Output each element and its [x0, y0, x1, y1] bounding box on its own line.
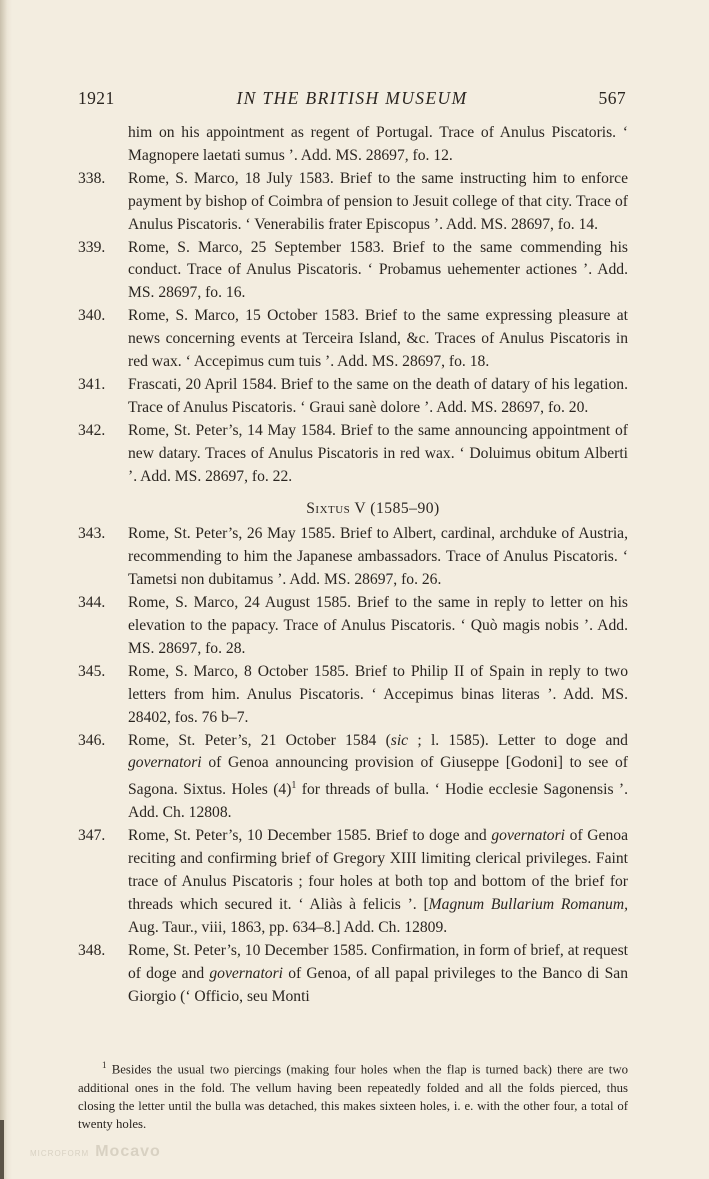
header-title: IN THE BRITISH MUSEUM — [236, 88, 468, 108]
entry-list-sixtus — [78, 523, 628, 729]
entry-number: 343. — [78, 525, 106, 543]
entry-italic-governatori: governatori — [209, 964, 284, 982]
entry-345 — [78, 661, 628, 730]
entry-number: 340. — [78, 307, 106, 325]
running-header — [78, 88, 626, 112]
entry-number: 347. — [78, 827, 106, 845]
footnote-marker: 1 — [102, 1060, 107, 1070]
main-text — [78, 122, 628, 1009]
entry-text: Rome, St. Peter’s, 21 October 1584 ( — [128, 731, 391, 749]
entry-text: Aug. Taur., viii, 1863, pp. 634–8.] Add. Ch. 12809. — [128, 919, 448, 936]
entry-text: Rome, St. Peter’s, 10 December 1585. Brief to doge and — [128, 827, 492, 845]
entry-number: 342. — [78, 421, 106, 439]
continuation-paragraph: him on his appointment as regent of Portugal. Trace of Anulus Piscatoris. ‘ Magnopere laetati sumus ’. Add. MS. 28697, fo. 12. — [128, 124, 628, 164]
entry-text: Rome, St. Peter’s, 10 December 1585. Confirmation, in form of brief, at request of doge and — [128, 941, 628, 982]
entry-text: Rome, S. Marco, 18 July 1583. Brief to the same instructing him to enforce payment by bishop of Coimbra of pension to Jesuit college of that city. Trace of Anulus Piscatoris. ‘ Venerabilis frater Episcopus ’. Add. MS. 28697, fo. 14. — [128, 169, 628, 233]
entry-number: 346. — [78, 731, 106, 749]
entry-text: Frascati, 20 April 1584. Brief to the same on the death of datary of his legation. Trace of Anulus Piscatoris. ‘ Graui sanè dolore ’. Add. MS. 28697, fo. 20. — [128, 375, 628, 416]
entry-text: for threads of bulla. ‘ Hodie ecclesie Sagonensis ’. Add. Ch. 12808. — [128, 781, 628, 822]
entry-text: Rome, S. Marco, 25 September 1583. Brief to the same commending his conduct. Trace of Anulus Piscatoris. ‘ Probamus uehementer actiones ’. Add. MS. 28697, fo. 16. — [128, 238, 628, 302]
entry-346 — [78, 730, 628, 826]
spine-dark-mark — [0, 1120, 4, 1179]
entry-340 — [78, 305, 628, 374]
entry-342 — [78, 420, 628, 489]
entry-348 — [78, 940, 628, 1009]
footnote — [78, 1056, 628, 1134]
entry-number: 341. — [78, 375, 106, 393]
entry-number: 344. — [78, 594, 106, 612]
entry-344 — [78, 592, 628, 661]
entry-338 — [78, 168, 628, 237]
entry-339 — [78, 237, 628, 306]
book-spine-edge — [0, 0, 12, 1179]
entry-number: 338. — [78, 169, 106, 187]
entry-343 — [78, 523, 628, 592]
entry-text: of Genoa, of all papal privileges to the Banco di San Giorgio (‘ Officio, seu Monti — [128, 964, 629, 1005]
header-year: 1921 — [78, 88, 115, 108]
entry-italic-sic: sic — [390, 731, 409, 749]
entry-text: of Genoa announcing provision of Giuseppe [Godoni] to see of Sagona. Sixtus. Holes (4) — [128, 754, 628, 799]
entry-italic-work-title: Magnum Bullarium Romanum, — [428, 896, 628, 914]
scan-watermark — [30, 1143, 161, 1161]
entry-341 — [78, 374, 628, 420]
entry-number: 348. — [78, 941, 106, 959]
watermark-small-text: MICROFORM — [30, 1149, 90, 1158]
entry-text: Rome, St. Peter’s, 26 May 1585. Brief to Albert, cardinal, archduke of Austria, recommending to him the Japanese ambassadors. Trace of Anulus Piscatoris. ‘ Tametsi non dubitamus ’. Add. MS. 28697, fo. 26. — [128, 525, 628, 589]
entry-text: Rome, S. Marco, 8 October 1585. Brief to Philip II of Spain in reply to two letters from him. Anulus Piscatoris. ‘ Accepimus binas literas ’. Add. MS. 28402, fos. 76 b–7. — [128, 662, 628, 726]
entry-text: Rome, St. Peter’s, 14 May 1584. Brief to the same announcing appointment of new datary. Traces of Anulus Piscatoris in red wax. ‘ Doluimus obitum Alberti ’. Add. MS. 28697, fo. 22. — [128, 421, 628, 485]
footnote-text: Besides the usual two piercings (making four holes when the flap is turned back) there are two additional ones in the fold. The vellum having been repeatedly folded and all the folds pierced, thus closing the letter until the bulla was detached, this makes sixteen holes, i. e. with the other four, a total of twenty holes. — [78, 1062, 628, 1132]
watermark-brand: Mocavo — [95, 1143, 161, 1160]
entry-number: 339. — [78, 238, 106, 256]
entry-list-gregory — [78, 168, 628, 489]
entry-number: 345. — [78, 662, 106, 680]
page-number: 567 — [598, 88, 626, 108]
entry-text: of Genoa reciting and confirming brief of Gregory XIII limiting clerical privileges. Faint trace of Anulus Piscatoris ; four holes at both top and bottom of the brief for threads which secured it. ‘ Aliàs à felicis ’. [ — [128, 827, 628, 914]
entry-italic-governatori: governatori — [128, 754, 202, 772]
footnote-reference[interactable]: 1 — [291, 780, 297, 792]
entry-text: ; l. 1585). Letter to doge and — [408, 731, 628, 749]
section-heading: Sixtus V (1585–90) — [306, 499, 440, 517]
entry-text: Rome, S. Marco, 24 August 1585. Brief to the same in reply to letter on his elevation to the papacy. Trace of Anulus Piscatoris. ‘ Quò magis nobis ’. Add. MS. 28697, fo. 28. — [128, 594, 628, 657]
entry-italic-governatori: governatori — [491, 827, 565, 845]
entry-text: Rome, S. Marco, 15 October 1583. Brief to the same expressing pleasure at news concerning events at Terceira Island, &c. Traces of Anulus Piscatoris in red wax. ‘ Accepimus cum tuis ’. Add. MS. 28697, fo. 18. — [128, 307, 628, 371]
entry-347 — [78, 825, 628, 940]
